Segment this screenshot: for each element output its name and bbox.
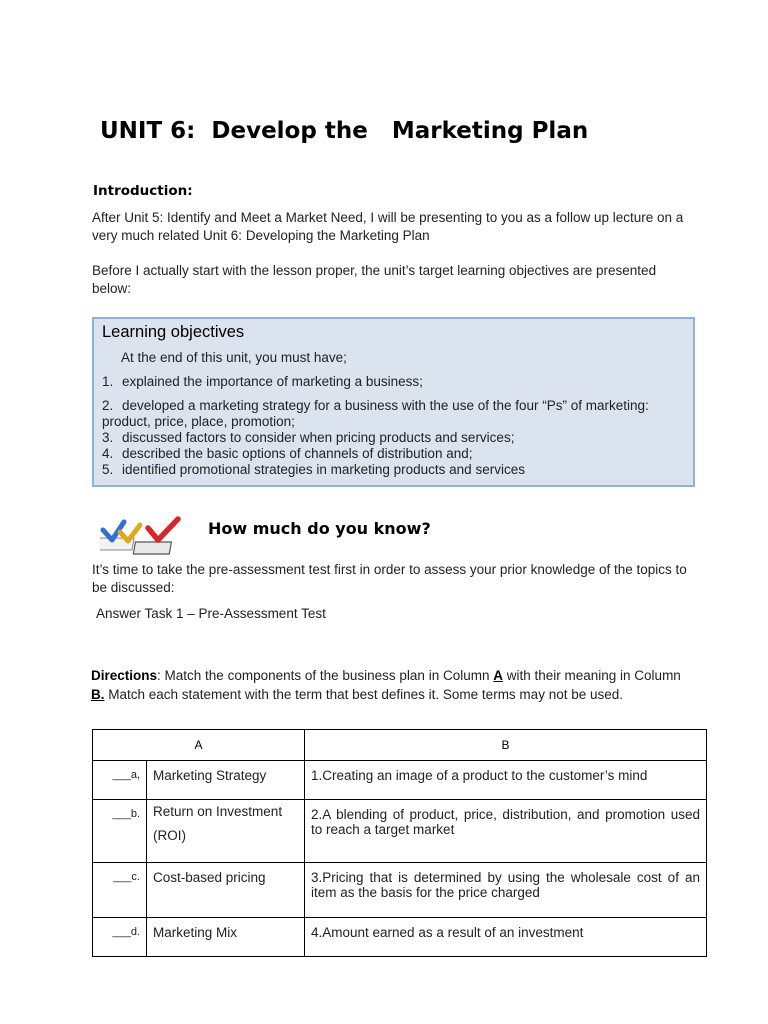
table-header-row [93, 730, 707, 761]
objectives-lead-paragraph: Before I actually start with the lesson proper, the unit’s target learning objectives are presented below: [92, 263, 657, 296]
objective-item [102, 398, 692, 430]
term-cell: Return on Investment (ROI) [147, 800, 305, 863]
column-b-header: B [305, 730, 707, 761]
answer-blank[interactable]: ___a, [93, 761, 147, 800]
objective-text: explained the importance of marketing a business; [122, 374, 423, 389]
objective-text: developed a marketing strategy for a business with the use of the four “Ps” of marketing: product, price, place, promotion; [102, 398, 649, 429]
directions-text: Match each statement with the term that best defines it. Some terms may not be used. [104, 686, 623, 702]
introduction-heading: Introduction: [93, 183, 193, 199]
term-cell: Marketing Mix [147, 918, 305, 957]
objective-number: 1. [102, 374, 114, 389]
table-row [93, 918, 707, 957]
directions-label: Directions [91, 668, 158, 683]
objective-item [102, 374, 692, 390]
directions-text: with their meaning in Column [502, 668, 681, 683]
answer-blank[interactable]: ___c. [93, 863, 147, 918]
task-instruction: Answer Task 1 – Pre-Assessment Test [96, 606, 326, 621]
table-row [93, 800, 707, 863]
pre-assessment-paragraph: It’s time to take the pre-assessment test first in order to assess your prior knowledge of the topics to be discussed: [92, 562, 687, 595]
objective-item [102, 430, 692, 446]
objective-number: 2. [102, 398, 114, 413]
how-much-heading: How much do you know? [208, 519, 431, 538]
objective-number: 3. [102, 430, 114, 445]
introduction-paragraph: After Unit 5: Identify and Meet a Market Need, I will be presenting to you as a follow up lecture on a very much related Unit 6: Developing the Marketing Plan [92, 210, 684, 243]
directions-text: : Match the components of the business plan in Column [157, 668, 494, 683]
table-row [93, 761, 707, 800]
meaning-cell: 2.A blending of product, price, distribution, and promotion used to reach a target market [305, 800, 707, 863]
objective-text: discussed factors to consider when pricing products and services; [122, 430, 515, 445]
column-a-ref: A [493, 668, 503, 683]
objective-number: 5. [102, 462, 114, 477]
meaning-cell: 1.Creating an image of a product to the customer’s mind [305, 761, 707, 800]
column-a-header: A [93, 730, 305, 761]
table-row [93, 863, 707, 918]
answer-blank[interactable]: ___b. [93, 800, 147, 863]
answer-blank[interactable]: ___d. [93, 918, 147, 957]
meaning-cell: 3.Pricing that is determined by using the wholesale cost of an item as the basis for the price charged [305, 863, 707, 918]
matching-table [92, 729, 707, 957]
page-title: UNIT 6: Develop the Marketing Plan [100, 118, 589, 144]
objective-item [102, 446, 692, 462]
directions-paragraph [91, 667, 696, 704]
learning-objectives-intro: At the end of this unit, you must have; [121, 350, 347, 365]
objective-text: described the basic options of channels of distribution and; [122, 446, 473, 461]
term-cell: Marketing Strategy [147, 761, 305, 800]
term-cell: Cost-based pricing [147, 863, 305, 918]
objective-item [102, 462, 692, 478]
checklist-icon [100, 516, 185, 556]
column-b-ref: B. [91, 686, 105, 702]
meaning-cell: 4.Amount earned as a result of an investment [305, 918, 707, 957]
learning-objectives-title: Learning objectives [102, 323, 245, 341]
objective-text: identified promotional strategies in marketing products and services [122, 462, 525, 477]
objective-number: 4. [102, 446, 114, 461]
